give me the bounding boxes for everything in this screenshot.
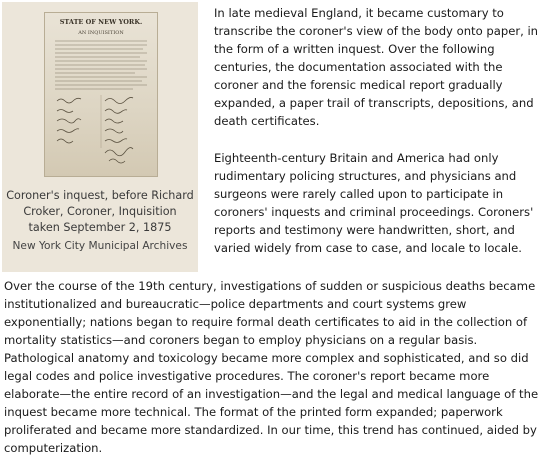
printed-lines [55, 41, 147, 89]
doc-header: STATE OF NEW YORK. [59, 18, 143, 26]
handwritten-signatures [57, 97, 133, 163]
paragraph-3: Over the course of the 19th century, investigations of sudden or suspicious deaths became institutionalized and bureaucratic—police departments and court systems grew exponentially; nations began to require formal death certificates to aid in the collection of mortality statistics—and coroners began to employ physicians on a regular basis. Pathological anatomy and toxicology became more complex and sophisticated, and so did legal codes and police investigative procedures. The coroner's report became more elaborate—the entire record of an investigation—and the legal and medical language of the inquest became more technical. The format of the printed form expanded; paperwork proliferated and became more standardized. In our time, this trend has continued, aided by computerization. [4, 279, 539, 455]
caption-text: Coroner's inquest, before Richard Croker, Coroner, Inquisition taken September 2, 1875 [6, 189, 194, 234]
figure-caption [6, 188, 194, 254]
paragraph-2: Eighteenth-century Britain and America had only rudimentary policing structures, and physicians and surgeons were rarely called upon to participate in coroners' inquests and criminal proceedings. Coroners' reports and testimony were handwritten, short, and varied widely from case to case, and locale to locale. [214, 151, 534, 255]
inquest-document-image [44, 12, 158, 177]
paragraph-1: In late medieval England, it became customary to transcribe the coroner's view of the body onto paper, in the form of a written inquest. Over the following centuries, the documentation associated with the coroner and the forensic medical report gradually expanded, a paper trail of transcripts, depositions, and death certificates. [214, 6, 539, 128]
document-illustration [45, 13, 157, 176]
figure-box [2, 2, 198, 272]
doc-title: AN INQUISITION [78, 30, 124, 36]
caption-credit: New York City Municipal Archives [12, 240, 188, 252]
